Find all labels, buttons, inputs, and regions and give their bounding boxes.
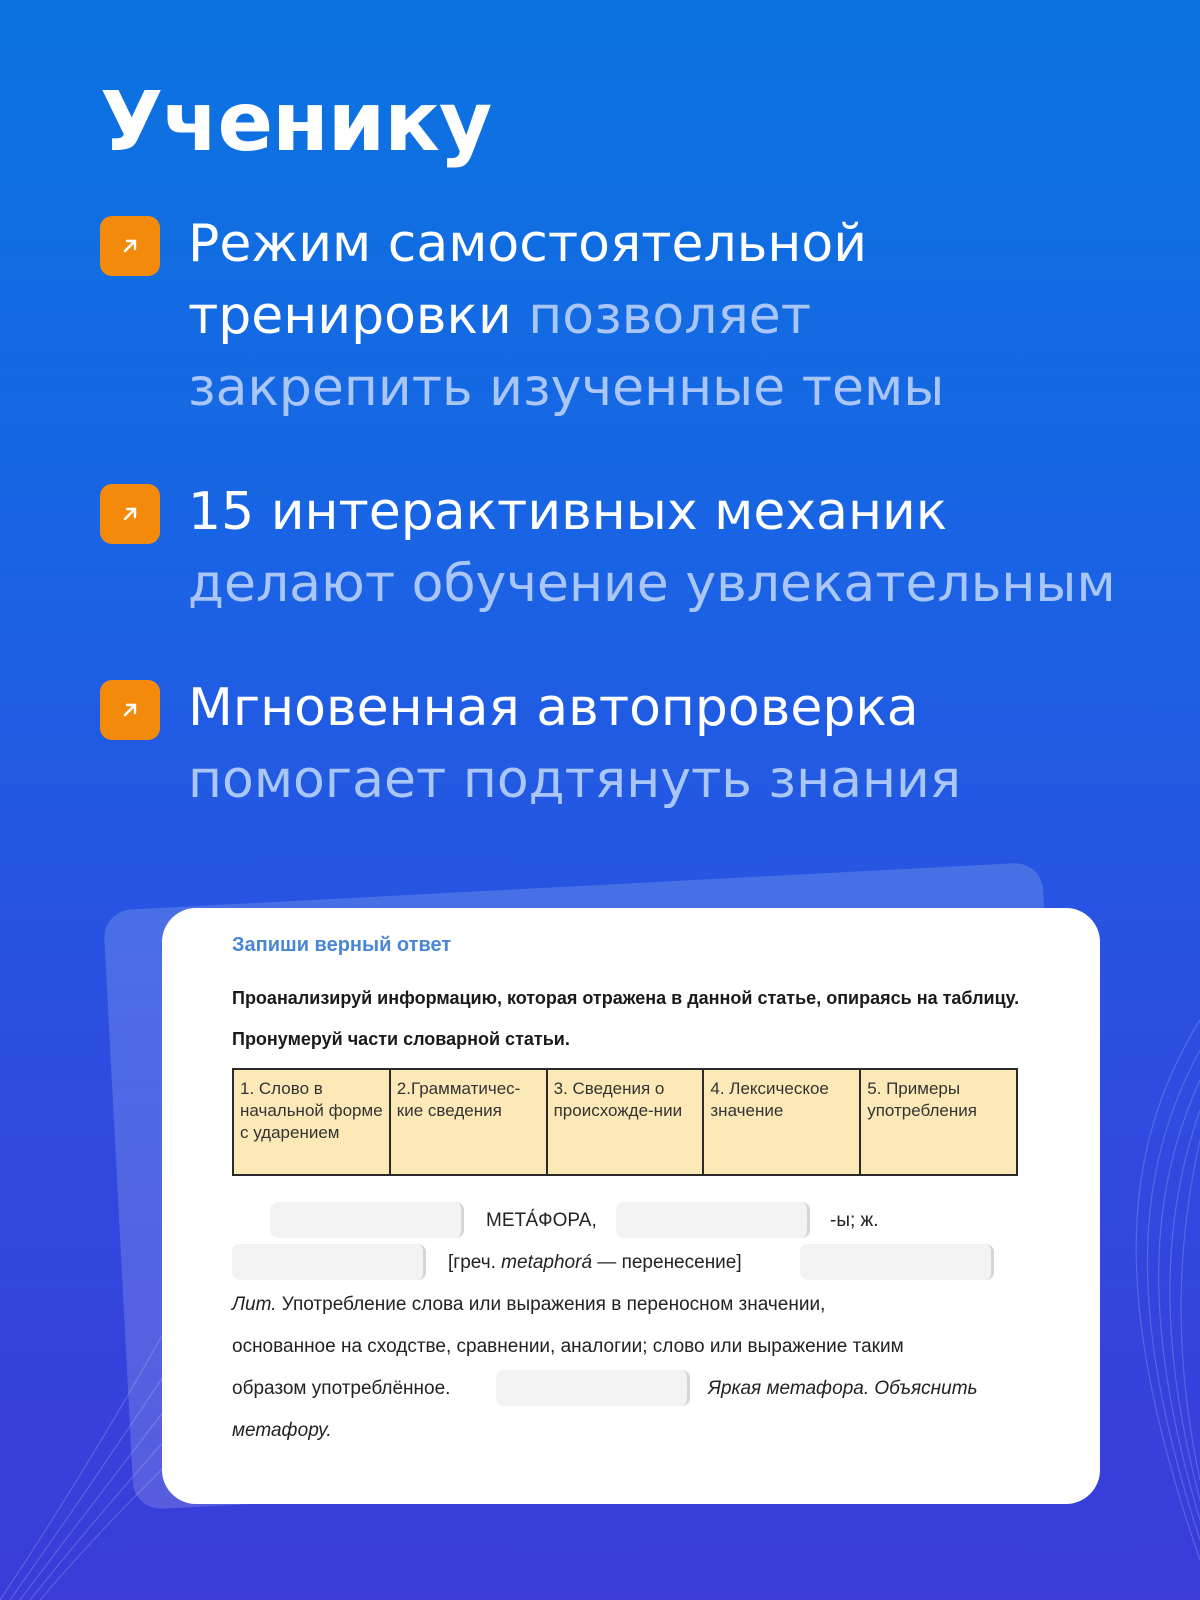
entry-definition-line: Лит. Употребление слова или выражения в переносном значении,	[232, 1294, 826, 1315]
feature-line: 15 интерактивных механик	[188, 482, 948, 542]
answer-blank-input[interactable]	[496, 1370, 690, 1406]
feature-item-autocheck	[100, 672, 1180, 816]
exercise-card	[162, 908, 1100, 1504]
table-cell: 5. Примеры употребления	[860, 1069, 1017, 1175]
answer-blank-input[interactable]	[616, 1202, 810, 1238]
feature-item-mechanics	[100, 476, 1180, 620]
feature-line-highlight: позволяет	[528, 286, 812, 346]
card-header: Запиши верный ответ	[232, 934, 452, 956]
feature-line-highlight: помогает подтянуть знания	[188, 750, 962, 810]
feature-text	[188, 208, 944, 424]
feature-line-highlight: закрепить изученные темы	[188, 358, 945, 418]
card-prompt: Проанализируй информацию, которая отражена в данной статье, опираясь на таблицу. Пронумеруй части словарной статьи.	[232, 988, 1020, 1049]
answer-blank-input[interactable]	[232, 1244, 426, 1280]
entry-example: Яркая метафора. Объяснить	[708, 1378, 978, 1399]
table-cell: 2.Грамматичес-кие сведения	[390, 1069, 547, 1175]
entry-definition-line: образом употреблённое.	[232, 1378, 451, 1399]
feature-line: тренировки	[188, 286, 529, 346]
feature-line: Режим самостоятельной	[188, 214, 867, 274]
table-cell: 3. Сведения о происхожде-нии	[547, 1069, 704, 1175]
answer-blank-input[interactable]	[800, 1244, 994, 1280]
feature-line: Мгновенная автопроверка	[188, 678, 919, 738]
feature-text	[188, 476, 1116, 620]
table-cell: 4. Лексическое значение	[703, 1069, 860, 1175]
entry-origin: [греч. metaphorá — перенесение]	[448, 1252, 742, 1273]
page-title: Ученику	[100, 75, 492, 170]
answer-blank-input[interactable]	[270, 1202, 464, 1238]
table-cell: 1. Слово в начальной форме с ударением	[233, 1069, 390, 1175]
entry-definition-label: Лит.	[232, 1294, 277, 1315]
arrow-up-right-icon	[100, 216, 160, 276]
arrow-up-right-icon	[100, 484, 160, 544]
dictionary-parts-table	[232, 1068, 1018, 1176]
entry-word: МЕТА́ФОРА,	[486, 1210, 597, 1231]
feature-line-highlight: делают обучение увлекательным	[188, 554, 1116, 614]
feature-item-self-training	[100, 208, 1180, 424]
entry-origin-word: metaphorá	[501, 1252, 593, 1273]
arrow-up-right-icon	[100, 680, 160, 740]
entry-example: метафору.	[232, 1420, 332, 1441]
feature-text	[188, 672, 961, 816]
entry-grammar: -ы; ж.	[830, 1210, 879, 1231]
entry-definition-line: основанное на сходстве, сравнении, аналогии; слово или выражение таким	[232, 1336, 904, 1357]
